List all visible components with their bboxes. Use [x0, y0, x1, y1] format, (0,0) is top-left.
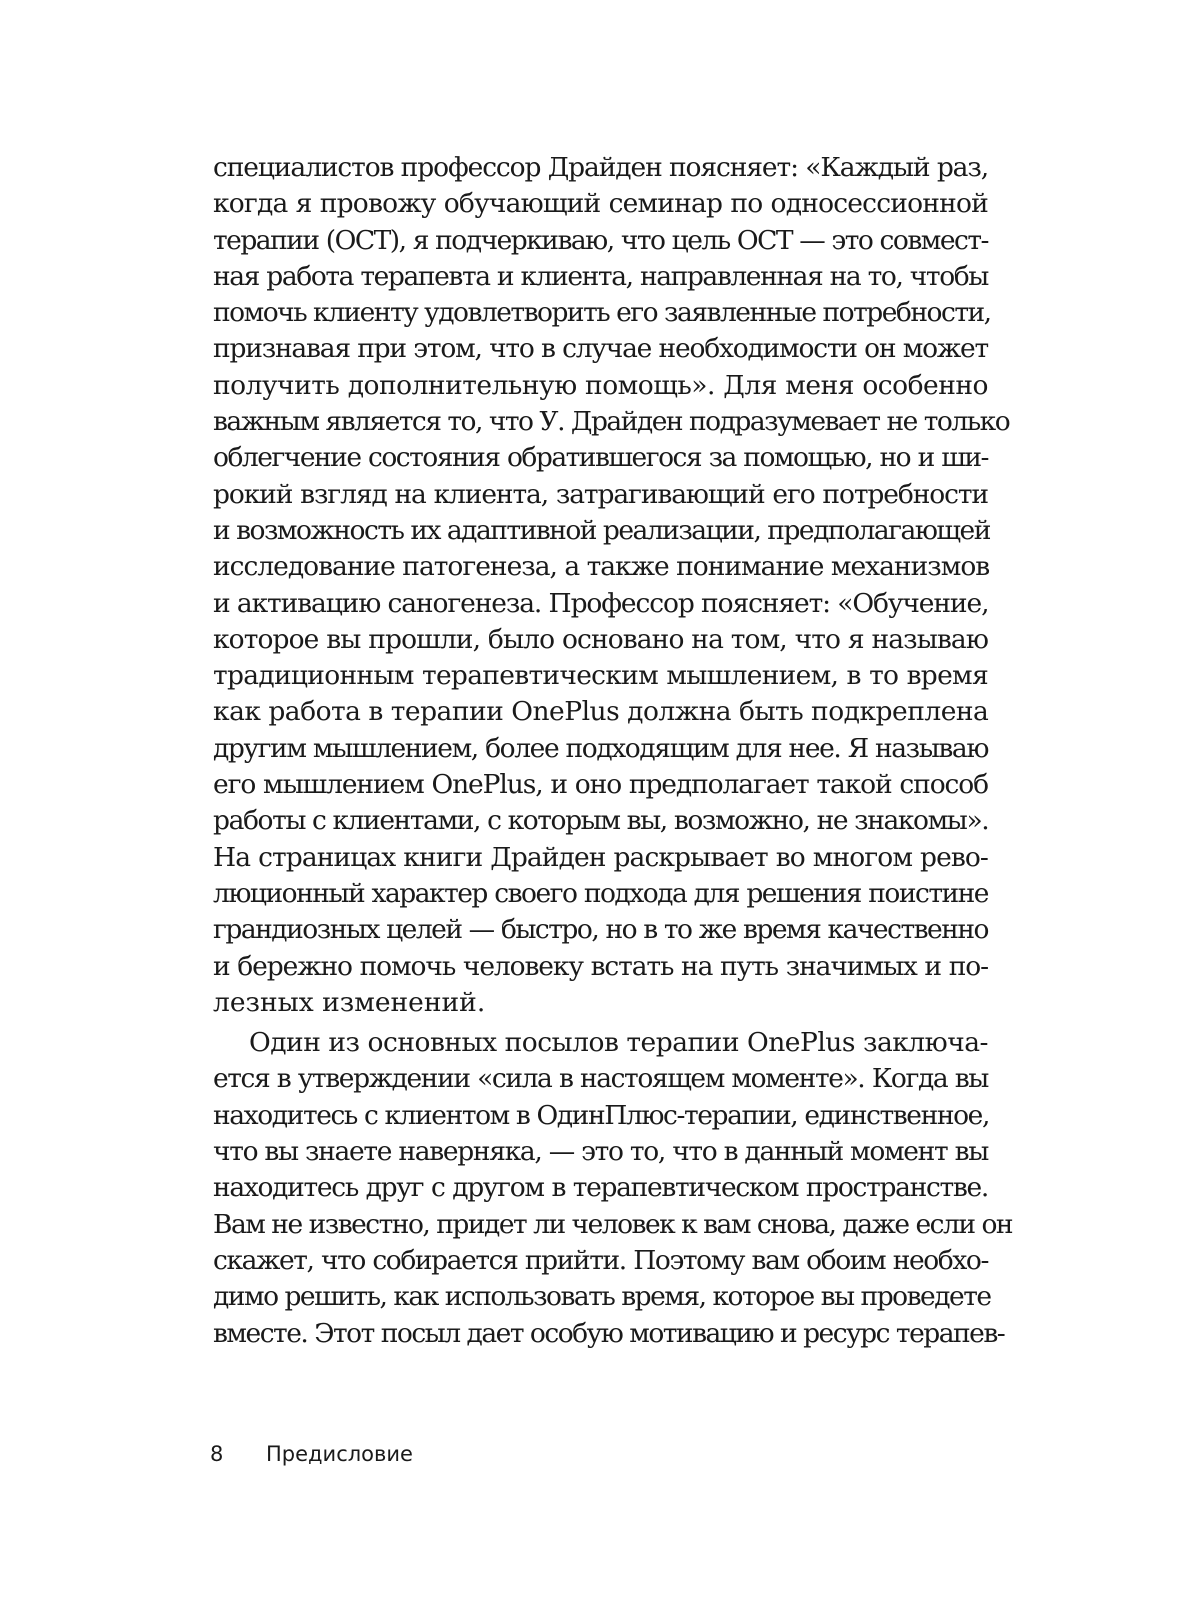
text-line: облегчение состояния обратившегося за помощью, но и ши- [213, 442, 988, 474]
paragraph-1 [213, 150, 1010, 1021]
text-line: и активацию саногенеза. Профессор поясняет: «Обучение, [213, 587, 989, 619]
text-line: На страницах книги Драйден раскрывает во многом рево- [213, 841, 988, 873]
text-line: ная работа терапевта и клиента, направленная на то, чтобы [213, 260, 988, 292]
text-line: работы с клиентами, с которым вы, возможно, не знакомы». [213, 805, 989, 837]
text-line: ется в утверждении «сила в настоящем моменте». Когда вы [213, 1063, 988, 1095]
text-line: рокий взгляд на клиента, затрагивающий его потребности [213, 478, 988, 510]
paragraph-2 [213, 1025, 1013, 1352]
text-line: и бережно помочь человеку встать на путь значимых и по- [213, 950, 988, 982]
text-line: грандиозных целей — быстро, но в то же время качественно [213, 914, 988, 946]
text-line: находитесь друг с другом в терапевтическом пространстве. [213, 1172, 988, 1204]
text-line: важным является то, что У. Драйден подразумевает не только [213, 406, 1010, 438]
text-line: вместе. Этот посыл дает особую мотивацию и ресурс терапев- [213, 1317, 1005, 1349]
text-line: традиционным терапевтическим мышлением, в то время [213, 660, 988, 692]
text-line: его мышлением OnePlus, и оно предполагает такой способ [213, 769, 988, 801]
text-line: признавая при этом, что в случае необходимости он может [213, 333, 988, 365]
text-line: Вам не известно, придет ли человек к вам снова, даже если он [213, 1208, 1013, 1240]
text-line: как работа в терапии OnePlus должна быть подкреплена [213, 696, 989, 728]
text-line: которое вы прошли, было основано на том, что я называю [213, 623, 988, 655]
text-line: терапии (ОСТ), я подчеркиваю, что цель ОСТ — это совмест- [213, 224, 988, 256]
text-line: другим мышлением, более подходящим для нее. Я называю [213, 732, 988, 764]
text-line: когда я провожу обучающий семинар по односессионной [213, 188, 988, 220]
text-line: скажет, что собирается прийти. Поэтому вам обоим необхо- [213, 1244, 988, 1276]
text-line: специалистов профессор Драйден поясняет: «Каждый раз, [213, 152, 989, 183]
text-line: Один из основных посылов терапии OnePlus заключа- [249, 1027, 988, 1059]
text-line: находитесь с клиентом в ОдинПлюс-терапии, единственное, [213, 1099, 989, 1131]
text-line: димо решить, как использовать время, которое вы проведете [213, 1281, 991, 1313]
section-title: Предисловие [266, 1442, 413, 1466]
body-text [213, 150, 1013, 1356]
text-line: помочь клиенту удовлетворить его заявленные потребности, [213, 297, 991, 329]
text-line: и возможность их адаптивной реализации, предполагающей [213, 514, 990, 546]
page-number: 8 [210, 1442, 224, 1466]
text-line: что вы знаете наверняка, — это то, что в данный момент вы [213, 1136, 988, 1168]
page-footer [210, 1442, 413, 1466]
text-line: получить дополнительную помощь». Для меня особенно [213, 369, 988, 401]
text-line: лезных изменений. [213, 986, 486, 1018]
text-line: исследование патогенеза, а также понимание механизмов [213, 551, 990, 583]
text-line: люционный характер своего подхода для решения поистине [213, 877, 988, 909]
